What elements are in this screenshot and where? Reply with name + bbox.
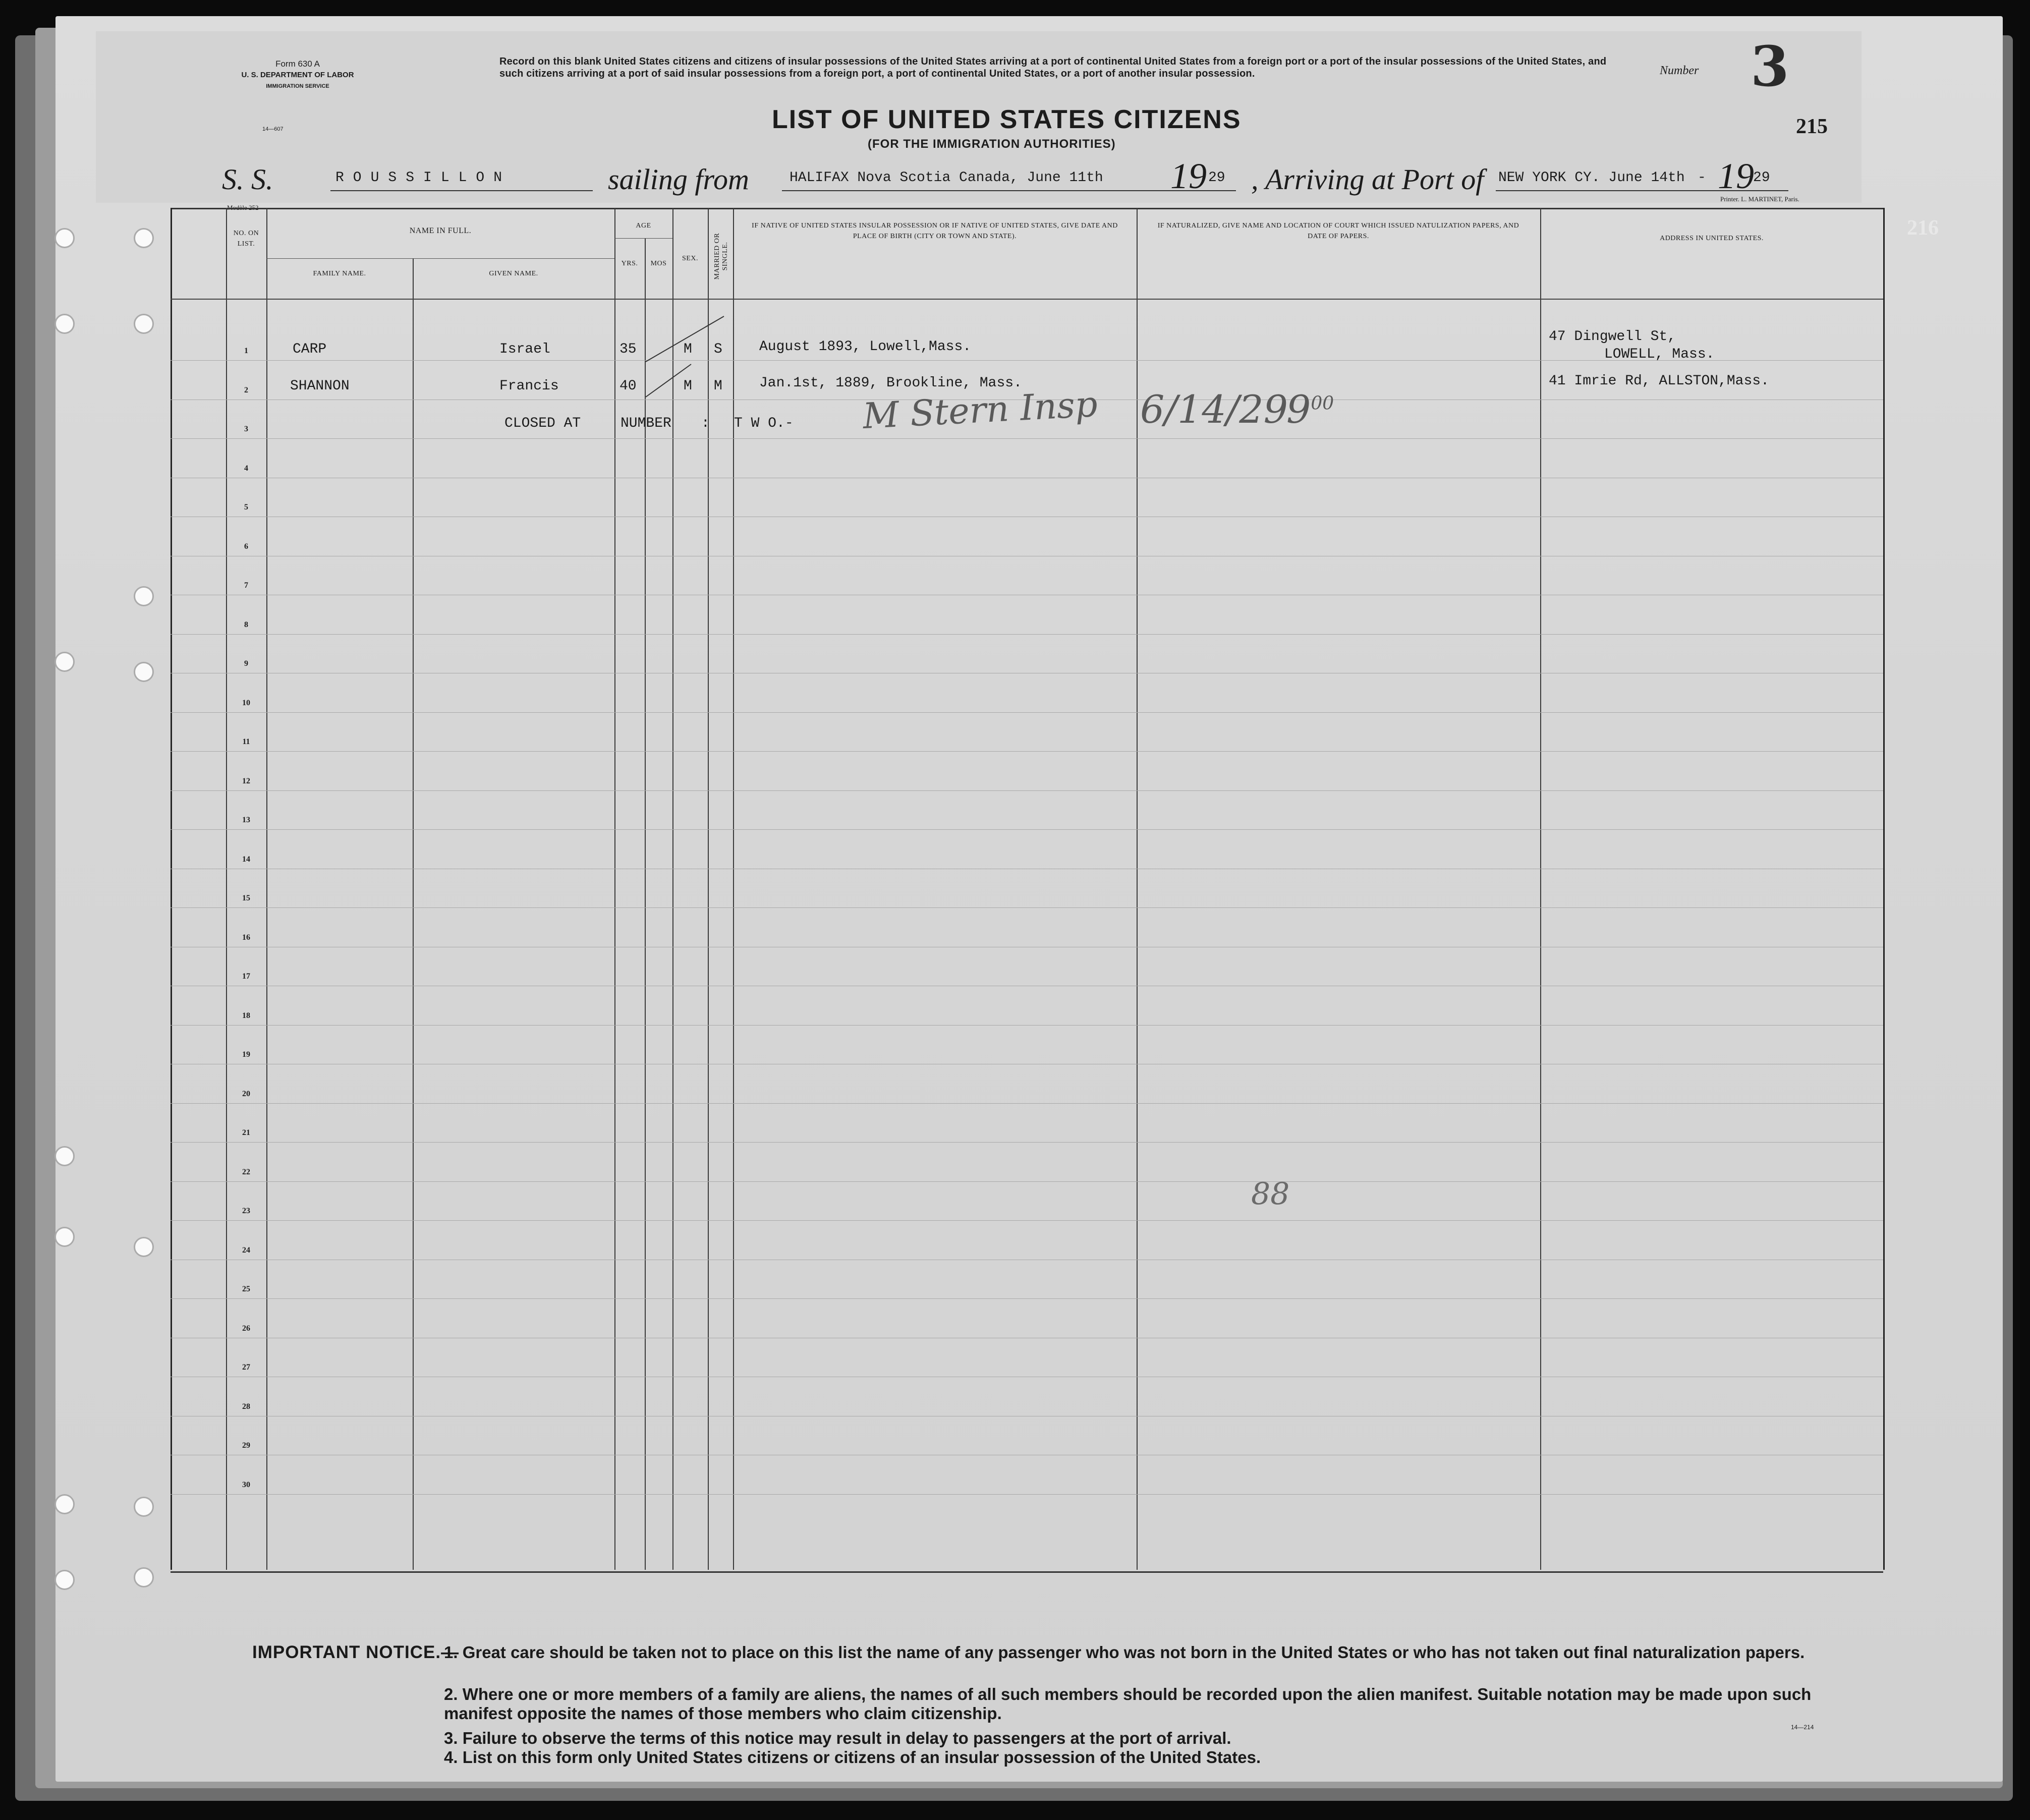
table-row-line: [171, 1103, 1883, 1104]
table-row-line: [171, 1220, 1883, 1221]
binder-hole: [54, 652, 75, 672]
list-number: 3: [1751, 34, 1789, 99]
age-subheader-line: [614, 238, 672, 239]
row2-marital: M: [714, 378, 722, 394]
binder-hole: [134, 1567, 154, 1587]
table-row-line: [171, 1298, 1883, 1299]
col-header-family: FAMILY NAME.: [313, 270, 366, 277]
departure-underline: [782, 190, 1236, 191]
row-number: 28: [242, 1402, 250, 1411]
row1-family-name: CARP: [293, 342, 327, 357]
row-number: 23: [242, 1207, 250, 1215]
row-number: 13: [242, 816, 250, 824]
header-bottom-line: [171, 299, 1883, 300]
binder-hole: [54, 1570, 75, 1590]
binder-hole: [54, 228, 75, 248]
row-number: 20: [242, 1089, 250, 1098]
modele-code: Modèle 252: [227, 204, 259, 211]
col-divider-family: [266, 208, 267, 1570]
inspection-time-hour: 9: [1286, 387, 1311, 432]
row-number: 1: [244, 347, 248, 355]
row-number: 4: [244, 464, 248, 473]
inspection-time: [1286, 387, 1334, 432]
row2-family-name: SHANNON: [290, 378, 350, 394]
row-number: 2: [244, 385, 248, 394]
inspection-date: 6/14/29: [1140, 387, 1288, 432]
row-number: 27: [242, 1363, 250, 1372]
binder-hole: [134, 586, 154, 606]
sailing-from-label: sailing from: [608, 163, 749, 196]
row-number: 18: [242, 1011, 250, 1020]
binder-hole: [134, 228, 154, 248]
year-prefix-arrival: 19: [1718, 156, 1754, 196]
table-row-line: [171, 790, 1883, 791]
binder-hole: [134, 314, 154, 334]
row-number: 21: [242, 1128, 250, 1137]
row-number: 22: [242, 1167, 250, 1176]
col-divider-given: [413, 258, 414, 1570]
row-number: 8: [244, 620, 248, 629]
col-divider-address: [1540, 208, 1541, 1570]
notice-item-2: 2. Where one or more members of a family are aliens, the names of all such members should be recorded upon the alien manifest. Suitable notation may be made upon such manifest opposite the names of those members who claim citizenship.: [444, 1685, 1812, 1723]
row-number: 30: [242, 1480, 250, 1489]
binder-hole: [54, 1146, 75, 1166]
inspector-signature: M Stern Insp: [862, 383, 1099, 437]
col-header-sex: SEX.: [682, 255, 698, 262]
row-number: 26: [242, 1324, 250, 1333]
table-row-line: [171, 1494, 1883, 1495]
row-number: 12: [242, 776, 250, 785]
col-divider-naturalized: [1137, 208, 1138, 1570]
col-divider-left: [171, 208, 172, 1570]
table-row-line: [171, 1142, 1883, 1143]
closed-note-part4: T W O.-: [734, 416, 794, 431]
inspection-time-minutes: 00: [1311, 393, 1334, 414]
number-label: Number: [1660, 64, 1699, 77]
form-number: Form 630 A: [275, 59, 320, 69]
notice-heading: IMPORTANT NOTICE.—: [252, 1642, 460, 1662]
page-subtitle: (FOR THE IMMIGRATION AUTHORITIES): [868, 137, 1116, 151]
tally-number: 88: [1251, 1176, 1290, 1212]
sheet-number: 215: [1796, 115, 1828, 138]
table-row-line: [171, 1025, 1883, 1026]
notice-code: 14—214: [1791, 1724, 1814, 1731]
age-strike-marks: [636, 314, 737, 415]
table-row-line: [171, 634, 1883, 635]
binder-hole: [54, 314, 75, 334]
row2-sex: M: [684, 378, 692, 394]
year-suffix-departure: 29: [1208, 170, 1225, 186]
row1-marital: S: [714, 342, 722, 357]
notice-item-1: 1. Great care should be taken not to place on this list the name of any passenger who was not born in the United States or who has not taken out final naturalization papers.: [444, 1643, 1805, 1662]
row1-age-years: 35: [619, 342, 637, 357]
col-header-naturalized: IF NATURALIZED, GIVE NAME AND LOCATION OF COURT WHICH ISSUED NATULIZATION PAPERS, AND DATE OF PAPERS.: [1157, 222, 1519, 240]
row2-birth: Jan.1st, 1889, Brookline, Mass.: [759, 375, 1022, 391]
row-number: 7: [244, 581, 248, 590]
year-prefix-departure: 19: [1170, 156, 1207, 196]
notice-item-4: 4. List on this form only United States citizens or citizens of an insular possession of the United States.: [444, 1748, 1261, 1767]
row-number: 6: [244, 542, 248, 551]
row-number: 24: [242, 1245, 250, 1255]
row1-address-line1: 47 Dingwell St,: [1549, 329, 1676, 345]
binder-hole: [134, 662, 154, 682]
binder-hole: [134, 1497, 154, 1517]
col-header-address: ADDRESS IN UNITED STATES.: [1660, 235, 1764, 242]
row2-age-years: 40: [619, 378, 637, 394]
year-suffix-arrival: 29: [1753, 170, 1770, 186]
arriving-label: , Arriving at Port of: [1251, 163, 1484, 196]
row1-birth: August 1893, Lowell,Mass.: [759, 339, 972, 355]
col-divider-age: [614, 208, 615, 1570]
department-name: U. S. DEPARTMENT OF LABOR: [241, 71, 354, 79]
service-name: IMMIGRATION SERVICE: [266, 83, 329, 89]
row-number: 11: [242, 737, 250, 746]
closed-note-part2: NUMBER: [621, 416, 671, 431]
manifest-sheet: [55, 16, 2003, 1782]
table-row-line: [171, 1181, 1883, 1182]
row-number: 29: [242, 1441, 250, 1450]
binder-hole: [54, 1494, 75, 1514]
closed-note-part1: CLOSED AT: [504, 416, 581, 431]
ship-name: ROUSSILLON: [335, 170, 512, 186]
row-number: 3: [244, 425, 248, 433]
row-number: 5: [244, 503, 248, 511]
table-row-line: [171, 829, 1883, 830]
ss-label: S. S.: [222, 163, 273, 196]
departure-port: HALIFAX Nova Scotia Canada, June 11th: [790, 170, 1103, 186]
form-code: 14—607: [262, 126, 284, 132]
row-number: 10: [242, 698, 250, 707]
table-row-line: [171, 751, 1883, 752]
closed-note-part3: :: [701, 416, 710, 431]
printer-credit: Printer. L. MARTINET, Paris.: [1720, 195, 1799, 203]
notice-item-3: 3. Failure to observe the terms of this notice may result in delay to passengers at the port of arrival.: [444, 1729, 1231, 1747]
col-header-yrs: YRS.: [621, 260, 638, 267]
row-number: 16: [242, 933, 250, 942]
name-subheader-line: [266, 258, 614, 259]
col-header-name: NAME IN FULL.: [409, 226, 472, 235]
row-number: 14: [242, 855, 250, 864]
col-divider-no: [226, 208, 227, 1570]
page-title: LIST OF UNITED STATES CITIZENS: [772, 105, 1242, 134]
col-divider-mos: [645, 238, 646, 1570]
side-sheet-number: 216: [1907, 216, 1939, 240]
binder-hole: [54, 1227, 75, 1247]
col-divider-right: [1883, 208, 1885, 1570]
col-header-married: MARRIED OR SINGLE.: [713, 233, 729, 280]
col-header-age: AGE: [636, 222, 651, 230]
col-header-native: IF NATIVE OF UNITED STATES INSULAR POSSESSION OR IF NATIVE OF UNITED STATES, GIVE DATE AND PLACE OF BIRTH (CITY OR TOWN AND STATE).: [752, 222, 1118, 240]
row1-given-name: Israel: [499, 342, 550, 357]
col-header-mos: MOS: [650, 260, 667, 267]
row-number: 15: [242, 894, 250, 902]
row2-given-name: Francis: [499, 378, 559, 394]
row-number: 9: [244, 659, 248, 668]
row2-address-line1: 41 Imrie Rd, ALLSTON,Mass.: [1549, 373, 1769, 389]
row-number: 19: [242, 1050, 250, 1059]
row1-address-line2: LOWELL, Mass.: [1604, 347, 1715, 362]
row1-sex: M: [684, 342, 692, 357]
ship-underline: [330, 190, 593, 191]
arrival-port: NEW YORK CY. June 14th: [1498, 170, 1685, 186]
col-header-given: GIVEN NAME.: [489, 270, 538, 277]
table-row-line: [171, 907, 1883, 908]
table-row-line: [171, 712, 1883, 713]
table-row-line: [171, 438, 1883, 439]
binder-hole: [134, 1237, 154, 1257]
form-identification: [182, 59, 414, 92]
record-instructions: Record on this blank United States citizens and citizens of insular possessions of the United States arriving at a port of continental United States from a foreign port or a port of the insular possessions of the United States, and such citizens arriving at a port of said insular possessions from a foreign port, a port of continental United States, or a port of another insular possession.: [499, 56, 1607, 79]
col-header-no: NO. ON LIST.: [233, 230, 259, 248]
row-number: 17: [242, 972, 250, 981]
arrival-dash: -: [1698, 170, 1706, 186]
row-number: 25: [242, 1285, 250, 1293]
